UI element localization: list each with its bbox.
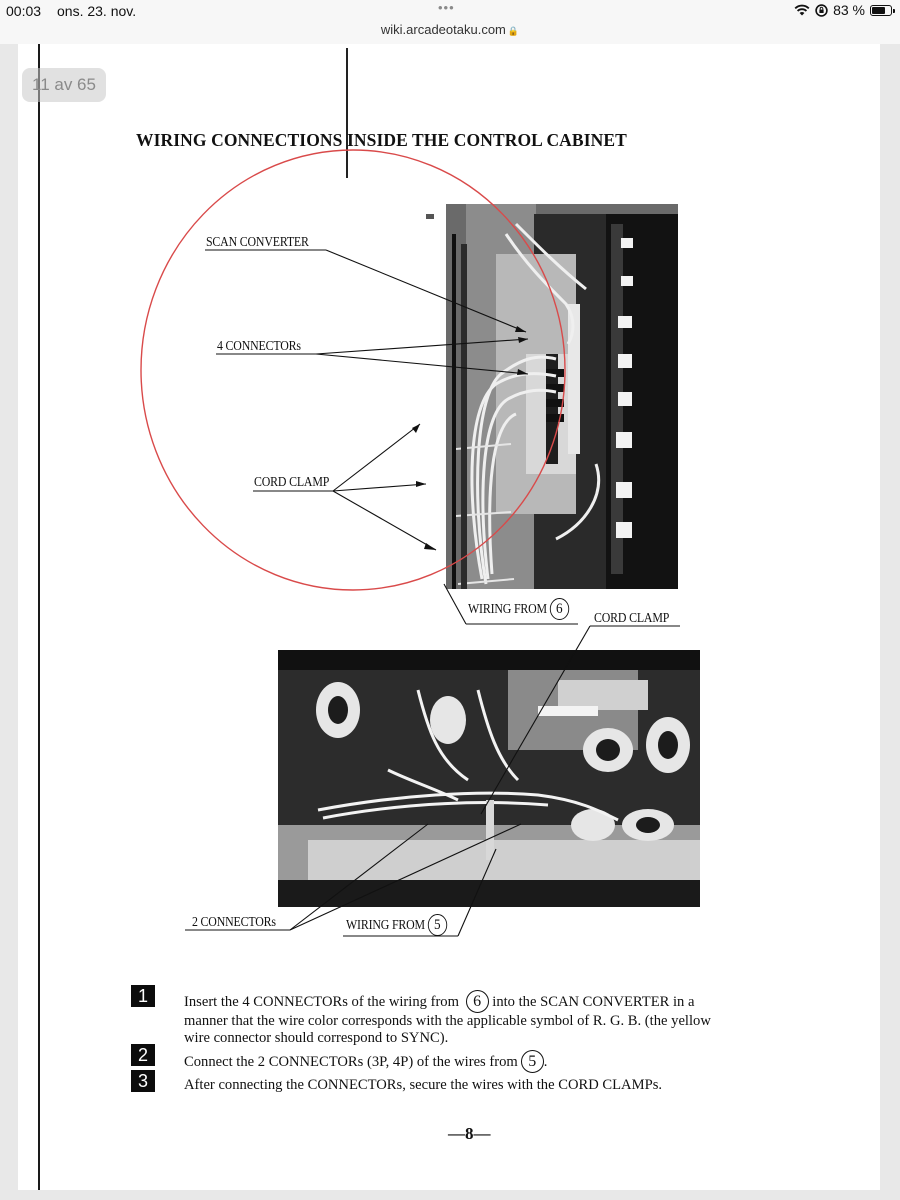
battery-icon <box>870 5 892 16</box>
step-1-text <box>184 990 774 1047</box>
leader-wiring-6 <box>444 584 466 624</box>
address-bar[interactable] <box>0 22 900 37</box>
document-viewer[interactable] <box>0 44 900 1200</box>
wifi-icon <box>794 4 810 16</box>
lock-icon: 🔒 <box>507 26 520 36</box>
label-scan-converter: SCAN CONVERTER <box>206 234 309 249</box>
step-3-text: After connecting the CONNECTORs, secure the wires with the CORD CLAMPs. <box>184 1077 663 1093</box>
status-time: 00:03 <box>6 3 42 19</box>
circled-number-5-step: 5 <box>521 1050 544 1073</box>
step-1-text-b: into the SCAN CONVERTER in a <box>492 994 695 1010</box>
orientation-lock-icon <box>815 4 828 17</box>
step-1-line-3: wire connector should correspond to SYNC). <box>184 1030 449 1046</box>
circled-number-5: 5 <box>428 914 447 936</box>
label-wiring-from-6 <box>468 598 569 620</box>
battery-percent: 83 % <box>833 2 865 18</box>
step-1-text-a: Insert the 4 CONNECTORs of the wiring from <box>184 994 459 1010</box>
document-page <box>18 44 880 1190</box>
step-2-number: 2 <box>131 1044 155 1066</box>
label-2-connectors: 2 CONNECTORs <box>192 914 276 929</box>
step-1-line-2: manner that the wire color corresponds with the applicable symbol of R. G. B. (the yellow <box>184 1013 711 1029</box>
label-wiring-from-5-text: WIRING FROM <box>346 917 425 932</box>
page-heading: WIRING CONNECTIONS INSIDE THE CONTROL CABINET <box>136 130 627 150</box>
scan-edge-left <box>38 44 40 1190</box>
page-number: —8— <box>448 1124 491 1143</box>
label-cord-clamp-2: CORD CLAMP <box>594 610 670 625</box>
cabinet-photo <box>396 194 678 589</box>
label-4-connectors: 4 CONNECTORs <box>217 338 301 353</box>
status-bar <box>0 0 900 45</box>
scan-vertical-line <box>346 48 348 178</box>
step-1-number: 1 <box>131 985 155 1007</box>
url-text: wiki.arcadeotaku.com <box>380 22 506 37</box>
step-2-text-main: Connect the 2 CONNECTORs (3P, 4P) of the wires from <box>184 1054 518 1070</box>
label-wiring-from-5 <box>346 914 447 936</box>
step-2-text-end: . <box>543 1054 548 1070</box>
status-indicators <box>794 2 892 18</box>
label-cord-clamp-1: CORD CLAMP <box>254 474 330 489</box>
lower-cabinet-photo <box>278 650 700 907</box>
label-wiring-from-6-text: WIRING FROM <box>468 601 547 616</box>
multitasking-dots-icon[interactable]: ••• <box>438 0 455 15</box>
page-indicator: 11 av 65 <box>22 68 106 102</box>
step-2-text <box>184 1050 547 1073</box>
step-1-line-1 <box>184 990 774 1013</box>
circled-number-6-step: 6 <box>466 990 489 1013</box>
step-3-number: 3 <box>131 1070 155 1092</box>
circled-number-6: 6 <box>550 598 569 620</box>
status-date: ons. 23. nov. <box>57 3 137 19</box>
